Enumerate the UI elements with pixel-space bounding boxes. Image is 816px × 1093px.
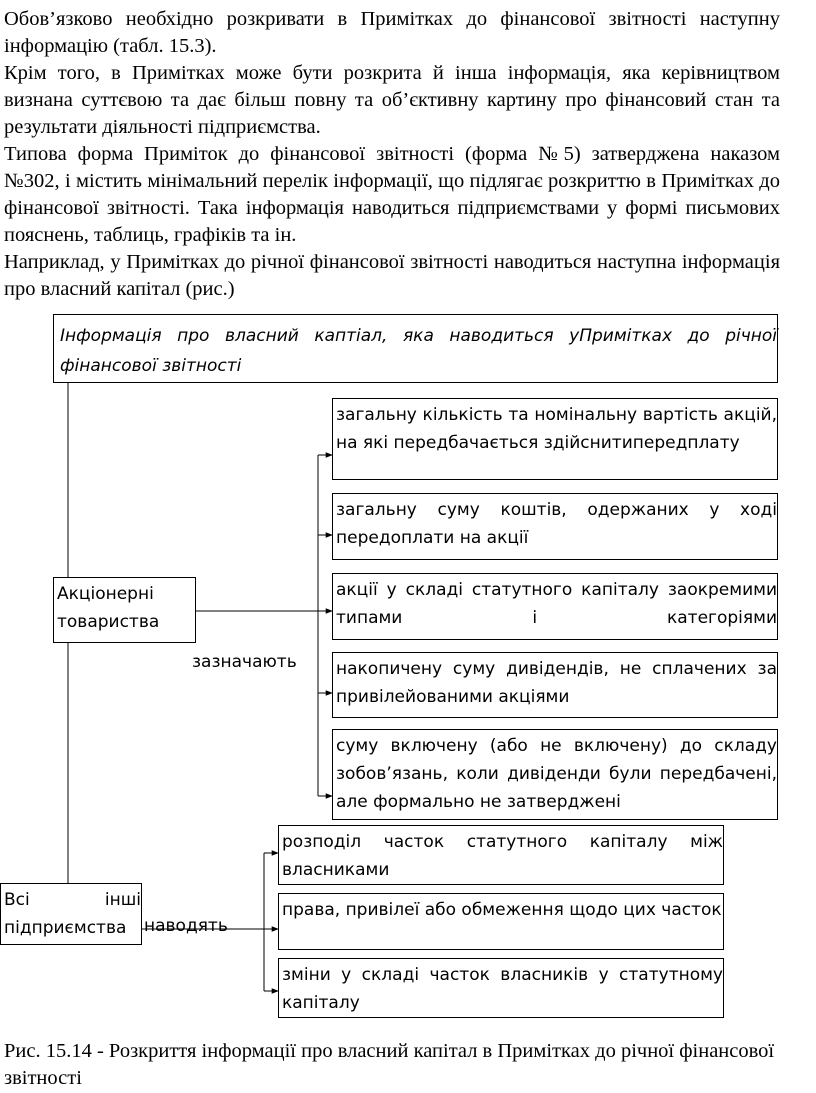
other-enterprises-box bbox=[0, 883, 142, 945]
joint-stock-box bbox=[53, 577, 196, 643]
other-enterprises-label: Всі інші підприємства bbox=[4, 890, 141, 938]
paragraph-2: Крім того, в Примітках може бути розкрита й інша інформація, яка керівництвом визнана суттєвою та дає більш повну та об’єктивну картину про фінансовий стан та результати діяльності підприємства. bbox=[4, 62, 780, 138]
paragraph-1: Обов’язково необхідно розкривати в Примітках до фінансової звітності наступну інформацію (табл. 15.3). bbox=[4, 8, 780, 57]
joint-stock-item-2: загальну суму коштів, одержаних у ході передоплати на акції bbox=[332, 493, 778, 560]
joint-stock-verb: зазначають bbox=[192, 652, 297, 672]
other-item-3: зміни у складі часток власників у статутному капіталу bbox=[278, 958, 724, 1018]
diagram-title-box bbox=[53, 314, 778, 383]
other-item-2: права, привілеї або обмеження щодо цих часток bbox=[278, 893, 724, 950]
joint-stock-item-1: загальну кількість та номінальну вартість акцій, на які передбачається здійснитипередплату bbox=[332, 398, 778, 480]
other-item-1: розподіл часток статутного капіталу між власниками bbox=[278, 825, 724, 885]
paragraph-4: Наприклад, у Примітках до річної фінансової звітності наводиться наступна інформація про власний капітал (рис.) bbox=[4, 251, 780, 300]
figure-caption: Рис. 15.14 - Розкриття інформації про власний капітал в Примітках до річної фінансової звітності bbox=[4, 1040, 775, 1089]
joint-stock-item-4: накопичену суму дивідендів, не сплачених за привілейованими акціями bbox=[332, 652, 778, 718]
paragraph-3: Типова форма Приміток до фінансової звітності (форма №5) затверджена наказом №302, і містить мінімальний перелік інформації, що підлягає розкриттю в Примітках до фінансової звітності. Така інформація наводиться підприємствами у формі письмових пояснень, таблиць, графіків та ін. bbox=[4, 143, 780, 246]
joint-stock-label: Акціонерні товариства bbox=[57, 584, 160, 632]
other-enterprises-verb: наводять bbox=[144, 916, 228, 936]
joint-stock-item-5: суму включену (або не включену) до складу зобов’язань, коли дивіденди були передбачені, але формально не затверджені bbox=[332, 729, 778, 820]
joint-stock-item-3: акції у складі статутного капіталу заокремими типами і категоріями bbox=[332, 573, 778, 640]
diagram-title: Інформація про власний каптіал, яка наводиться уПримітках до річної фінансової звітності bbox=[60, 326, 777, 376]
